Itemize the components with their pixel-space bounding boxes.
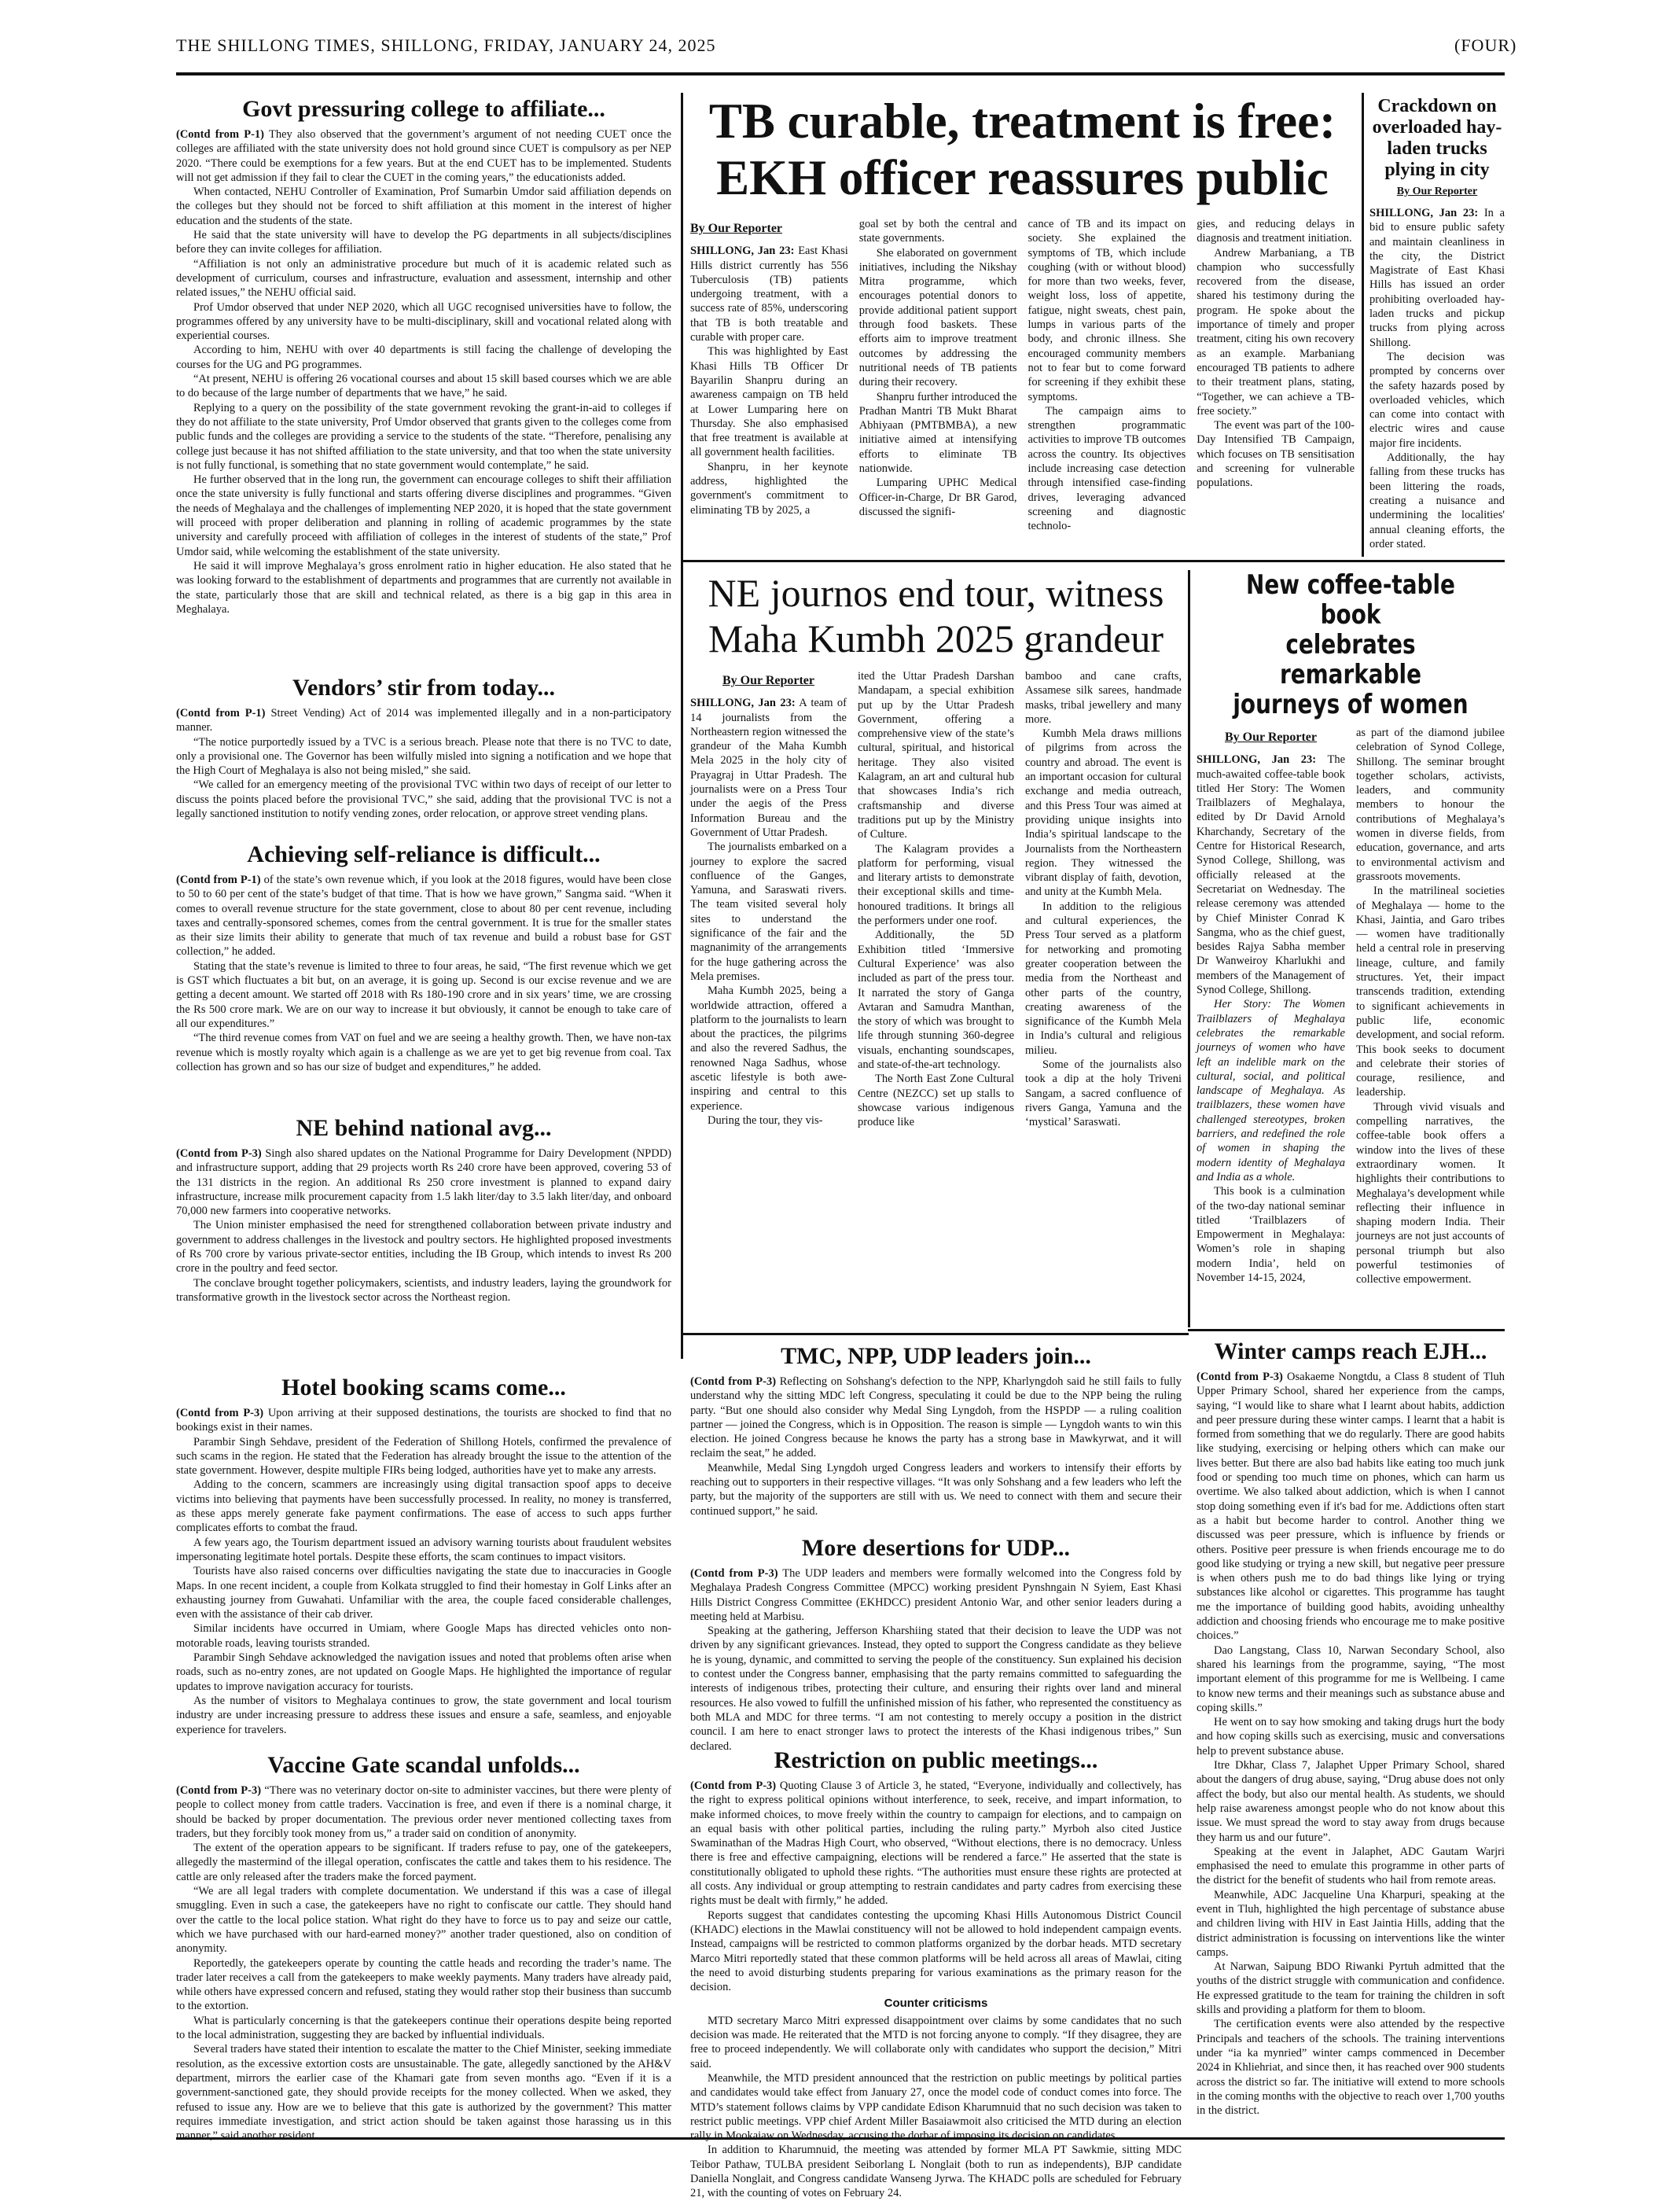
headline: Vaccine Gate scandal unfolds... [267, 1752, 580, 1778]
paragraph: As the number of visitors to Meghalaya continues to grow, the state government and local tourism industry are under increasing pressure to address these issues and ensure a safe, seamless, and enjoyable experience for travelers. [176, 1694, 671, 1736]
paragraph: SHILLONG, Jan 23: A team of 14 journalists from the Northeastern region witnessed the grandeur of the Maha Kumbh Mela 2025 in the holy city of Prayagraj in Uttar Pradesh. The journalists were on a Press Tour under the aegis of the Press Information Bureau and the Government of Uttar Pradesh. [690, 697, 847, 839]
headline: Achieving self-reliance is difficult... [247, 841, 601, 867]
paragraph: (Contd from P-1) of the state’s own revenue which, if you look at the 2018 figures, would have been close to 50 to 60 per cent of the state’s budget of that time. That is how we have grown,” Sangma said. “When it comes to overall revenue structure for the state government, close to about 80 per cent revenue, including taxes and centrally-sponsored schemes, comes from the central government. It is true for the smaller states as their size limits their ability to generate that much of tax revenue and build a robust base for GST collection,” he added. [176, 874, 671, 959]
paragraph: Lumparing UPHC Medical Officer-in-Charge, Dr BR Garod, discussed the signifi- [858, 477, 1017, 518]
headline: Govt pressuring college to affiliate... [242, 96, 605, 122]
paragraph: During the tour, they vis- [708, 1113, 823, 1127]
paragraph: bamboo and cane crafts, Assamese silk sarees, handmade masks, tribal jewellery and many more. [1025, 670, 1182, 726]
headline: More desertions for UDP... [801, 1535, 1071, 1561]
paragraph: MTD secretary Marco Mitri expressed disappointment over claims by some candidates that no such decision was made. He reiterated that the MTD is not forcing anyone to comply. “If they disagree, they are free to proceed independently. We will collaborate only with candidates who support the decision,” Mitri said. [690, 2014, 1182, 2070]
subheading: Counter criticisms [884, 1997, 988, 2011]
paragraph: He said it will improve Meghalaya’s gross enrolment ratio in higher education. He also stated that he was looking forward to the establishment of departments and programmes that are currently not available in the state, particularly those that are skill and technical related, as there is a big gap in this area in Meghalaya. [176, 559, 671, 616]
paragraph: SHILLONG, Jan 23: The much-awaited coffee-table book titled Her Story: The Women Trailblazers of Meghalaya, edited by Dr David Arnold Kharchandy, Secretary of the Centre for Historical Research, Synod College, Shillong, was officially released at the Secretariat on Wednesday. The release ceremony was attended by Chief Minister Conrad K Sangma, who as the chief guest, besides Rajya Sabha member Dr Wanweiroy Kharlukhi and members of the Management of Synod College, Shillong. [1197, 753, 1346, 997]
headline: Vendors’ stir from today... [292, 675, 555, 701]
byline: By Our Reporter [1396, 186, 1478, 197]
headline-kumbh: NE journos end tour, witness Maha Kumbh 2025 grandeur [708, 571, 1164, 661]
paragraph: Shanpru further introduced the Pradhan Mantri TB Mukt Bharat Abhiyaan (PMTBMBA), a new initiative aimed at intensifying efforts to eliminate TB nationwide. [858, 390, 1017, 476]
paragraph: Similar incidents have occurred in Umiam, where Google Maps has directed vehicles onto non-motorable roads, leaving tourists stranded. [176, 1622, 671, 1650]
byline: By Our Reporter [722, 674, 814, 687]
paragraph: “The third revenue comes from VAT on fuel and we are seeing a healthy growth. Then, we have non-tax revenue which is mostly royalty which again is a challenge as we are yet to get big revenue from coal. Tax collection has grown and so has our size of budget and expenditures,” he added. [176, 1032, 671, 1073]
paragraph: “The notice purportedly issued by a TVC is a serious breach. Please note that there is no TVC to date, only a provisional one. The Governor has been wilfully misled into signing a notification and we hope that the High Court of Meghalaya is also not being misled,” she said. [176, 735, 671, 778]
paragraph: Replying to a query on the possibility of the state government revoking the grant-in-aid to colleges if they do not affiliate to the state university, Prof Umdor observed that grants given to the colleges come from public funds and the colleges are providing a service to the students of the state. “Therefore, penalising any college just because it has not shifted affiliation to the state university, and that too when the state university is not fully functional, is something that no state government would contemplate,” he said. [176, 401, 671, 472]
paragraph: “At present, NEHU is offering 26 vocational courses and about 15 skill based courses which we are able to do because of the large number of departments that we have,” he said. [176, 373, 671, 400]
article-restriction [690, 1747, 1182, 2201]
paragraph: “We are all legal traders with complete documentation. We understand if this was a case of illegal smuggling. Even in such a case, the gatekeepers have no right to confiscate our cattle. They should hand over the cattle to the local police station. What right do they have to force us to pay and seize our cattle, which we have purchased with our hard-earned money?” another trader questioned, also on condition of anonymity. [176, 1885, 671, 1956]
paragraph: Itre Dkhar, Class 7, Jalaphet Upper Primary School, shared about the dangers of drug abuse, saying, “Drug abuse does not only affect the body, but also our mental health. As students, we should help raise awareness amongst people who do not know about this issue. We must spread the word to stay away from drugs because they harm us and our future”. [1197, 1759, 1505, 1844]
paragraph: (Contd from P-3) Upon arriving at their supposed destinations, the tourists are shocked to find that no bookings exist in their names. [176, 1407, 671, 1434]
paragraph: He went on to say how smoking and taking drugs hurt the body and how coping skills such as exercising, music and conversations help to prevent substance abuse. [1197, 1716, 1505, 1757]
paragraph: Speaking at the gathering, Jefferson Kharshiing stated that their decision to leave the UDP was not driven by any significant grievances. Instead, they opted to support the Congress candidate as they believe he is young, dynamic, and committed to serving the people of the constituency. Sun explained his decision to contest under the Congress banner, emphasising that the party remains committed to safeguarding the interests of indigenous tribes, protecting their culture, and ensuring their rights over land and mineral resources. He also vowed to fulfill the unfinished mission of his father, who represented the constituency as both MLA and MDC for three terms. “I am not contesting to merely occupy a position in the district council. I am here to enact stronger laws to protect the interests of the Khasi indigenous tribes,” Sun declared. [690, 1625, 1182, 1753]
article-vaccine [176, 1752, 671, 2143]
headline-tb: TB curable, treatment is free: EKH officer reassures public [708, 94, 1336, 205]
paragraph: ited the Uttar Pradesh Darshan Mandapam, a special exhibition put up by the Uttar Pradesh Government, offering a comprehensive view of the state’s cultural, spiritual, and historical heritage. They also visited Kalagram, an art and cultural hub that showcases India’s rich craftsmanship and diverse traditions put up by the Ministry of Culture. [858, 670, 1014, 841]
paragraph: Meanwhile, ADC Jacqueline Una Kharpuri, speaking at the event in Tluh, highlighted the high percentage of substance abuse and children living with HIV in East Jaintia Hills, adding that the district administration is focussing on interventions like the winter camps. [1197, 1888, 1505, 1959]
paragraph: Andrew Marbaniang, a TB champion who successfully recovered from the disease, shared his testimony during the program. He spoke about the importance of timely and proper treatment, citing his own recovery as an example. Marbaniang encouraged TB patients to adhere to their treatment plans, stating, “Together, we can achieve a TB-free society.” [1197, 246, 1355, 418]
article-tmc [690, 1343, 1182, 1518]
paragraph: as part of the diamond jubilee celebration of Synod College, Shillong. The seminar brought together scholars, activists, leaders, and community members to honour the contributions of Meghalaya’s women in diverse fields, from education, governance, and arts to environmental activism and grassroots movements. [1356, 727, 1505, 883]
paragraph: The extent of the operation appears to be significant. If traders refuse to pay, one of the gatekeepers, allegedly the mastermind of the illegal operation, confiscates the cattle and takes them to his residence. The cattle are only released after the traders make the forced payment. [176, 1842, 671, 1883]
paragraph: The certification events were also attended by the respective Principals and teachers of the schools. The training interventions under “ia ka mynried” winter camps commenced in December 2024 in Khliehriat, and since then, it has reached over 900 students across the district so far. The initiative will extend to more schools in the coming months with the objective to reach over 1,700 youths in the district. [1197, 2018, 1505, 2118]
paragraph: The North East Zone Cultural Centre (NEZCC) set up stalls to showcase various indigenous produce like [858, 1073, 1014, 1129]
paragraph: Her Story: The Women Trailblazers of Meghalaya celebrates the remarkable journeys of women who have left an indelible mark on the cultural, social, and political landscape of Meghalaya. As trailblazers, these women have challenged stereotypes, broken barriers, and redefined the role of women in shaping the modern identity of Meghalaya and India as a whole. [1197, 998, 1345, 1183]
paragraph: Reports suggest that candidates contesting the upcoming Khasi Hills Autonomous District Council (KHADC) elections in the Mawlai constituency will not be allowed to hold independent campaign events. Instead, campaigns will be restricted to common platforms organized by the dorbar heads. MTD secretary Marco Mitri reportedly stated that these common platforms will be held across all areas of Mawlai, citing the need to avoid disturbing students preparing for various examinations as the primary reason for the decision. [690, 1908, 1182, 1994]
paragraph: In addition to the religious and cultural experiences, the Press Tour served as a platform for networking and promoting greater cooperation between the media from the Northeast and other parts of the country, creating awareness of the significance of the Kumbh Mela in India’s cultural and religious milieu. [1025, 900, 1182, 1057]
header-rule [176, 72, 1505, 75]
paragraph: “We called for an emergency meeting of the provisional TVC within two days of receipt of our letter to discuss the points placed before the provisional TVC,” she said, adding that the provisional TVC is not a legally sanctioned institution to notify vending zones, order relocation, or approve street vending plans. [176, 778, 671, 821]
paragraph: (Contd from P-3) Quoting Clause 3 of Article 3, he stated, “Everyone, individually and collectively, has the right to express political opinions without interference, to seek, receive, and impart information, to make informed choices, to move freely within the country to campaign for elections, and to campaign on an equal basis with other political parties, including the ruling party.” Myrboh also cited Justice Swaminathan of the Madras High Court, who observed, “Without elections, there is no democracy. Unless there is free and effective campaigning, elections will be rendered a farce.” He asserted that the state is constitutionally obligated to uphold these rights. “The authorities must ensure these rights are protected at all costs. Any individual or group attempting to restrain candidates and party cadres from exercising these rights must be dealt with firmly,” he added. [690, 1780, 1182, 1908]
paragraph: In the matrilineal societies of Meghalaya — home to the Khasi, Jaintia, and Garo tribes — women have traditionally held a central role in preserving lineage, culture, and family structures. Yet, their impact transcends tradition, extending to significant achievements in public life, economic development, and social reform. This book seeks to document and celebrate their stories of courage, resilience, and leadership. [1356, 885, 1505, 1099]
row-divider [1188, 1329, 1505, 1331]
paragraph: goal set by both the central and state governments. [858, 218, 1017, 245]
headline-coffee: New coffee-table book celebrates remarkable journeys of women [1233, 569, 1469, 720]
paragraph: This was highlighted by East Khasi Hills TB Officer Dr Bayarilin Shanpru during an awareness campaign on TB held at Lower Lumparing here on Thursday. She also emphasised that free treatment is available at all government health facilities. [690, 345, 848, 459]
paragraph: Shanpru, in her keynote address, highlighted the government's commitment to eliminating TB by 2025, a [690, 460, 848, 517]
paragraph: Additionally, the 5D Exhibition titled ‘Immersive Cultural Experience’ was also included as part of the press tour. It narrated the story of Ganga Avtaran and Samudra Manthan, the story of which was brought to life through stunning 360-degree visuals, enchanting soundscapes, and state-of-the-art technology. [858, 929, 1014, 1072]
paragraph: A few years ago, the Tourism department issued an advisory warning tourists about fraudulent websites impersonating legitimate hotel portals. Despite these efforts, the scam continues to impact visitors. [176, 1536, 671, 1563]
row-divider [681, 1333, 1189, 1335]
article-ne-behind [176, 1115, 671, 1305]
paragraph: He further observed that in the long run, the government can encourage colleges to shift their affiliation once the state university is fully functional and starts offering diverse disciplines and programmes. “Given the needs of Meghalaya and the challenges of implementing NEP 2020, it is hoped that the state government will proceed with proper deliberation and planning in rolling of academic programmes by the state university and carefully proceed with affiliation of colleges in the interest of students of the state,” Prof Umdor said, while welcoming the establishment of the state university. [176, 473, 671, 558]
paragraph: She elaborated on government initiatives, including the Nikshay Mitra programme, which encourages potential donors to provide additional patient support through food baskets. These efforts aim to improve treatment outcomes by addressing the nutritional needs of TB patients during their recovery. [858, 246, 1017, 389]
paragraph: This book is a culmination of the two-day national seminar titled ‘Trailblazers of Empowerment in Meghalaya: Women’s role in shaping modern India’, held on November 14-15, 2024, [1197, 1185, 1345, 1284]
paragraph: Several traders have stated their intention to escalate the matter to the Chief Minister, seeking immediate resolution, as the excessive extortion costs are unsustainable. The gate, allegedly sanctioned by the AH&V department, mirrors the earlier case of the Khamari gate from seven months ago. “Even if it is a government-sanctioned gate, they should provide receipts for the money collected. When we asked, they refused to issue any. How are we to believe that this gate is authorized by the government? This matter requires immediate investigation, and strict action should be taken against those harassing us in this manner,” said another resident. [176, 2043, 671, 2143]
paragraph: Kumbh Mela draws millions of pilgrims from across the country and abroad. The event is an important occasion for cultural exchange and media outreach, and this Press Tour was aimed at providing unique insights into India’s spiritual landscape to the Journalists from the Northeastern region. They witnessed the vibrant display of faith, devotion, and unity at the Kumbh Mela. [1025, 727, 1182, 899]
paragraph: (Contd from P-1) Street Vending) Act of 2014 was implemented illegally and in a non-participatory manner. [176, 707, 671, 734]
paragraph: Parambir Singh Sehdave acknowledged the navigation issues and noted that problems often arise when roads, such as no-entry zones, are not updated on Google Maps. He highlighted the importance of regular updates to improve navigation accuracy for tourists. [176, 1651, 671, 1693]
paragraph: “Affiliation is not only an administrative procedure but much of it is academic related such as development of curriculum, courses and infrastructure, evaluation and assessment, internship and other related issues,” the NEHU official said. [176, 257, 671, 300]
paragraph: cance of TB and its impact on society. She explained the symptoms of TB, which include coughing (with or without blood) for more than two weeks, fever, weight loss, loss of appetite, fatigue, night sweats, chest pain, lumps in various parts of the body, and chronic illness. She encouraged community members not to fear but to come forward for screening if they exhibit these symptoms. [1027, 218, 1186, 403]
paragraph: gies, and reducing delays in diagnosis and treatment initiation. [1197, 218, 1355, 245]
article-hotel [176, 1375, 671, 1737]
paragraph: The campaign aims to strengthen programmatic activities to improve TB outcomes across the country. Its objectives include increasing case detection through intensified case-finding drives, leveraging advanced screening and diagnostic technolo- [1027, 404, 1186, 533]
article-govt [176, 96, 671, 617]
column-divider [681, 93, 683, 1359]
paragraph: He said that the state university will have to develop the PG departments in all subjects/disciplines before they can invite colleges for affiliation. [176, 229, 671, 256]
paragraph: What is particularly concerning is that the gatekeepers continue their operations despite being reported to the local administration, suggesting they are backed by influential individuals. [176, 2014, 671, 2042]
paragraph: The Union minister emphasised the need for strengthened collaboration between private industry and government to address challenges in the livestock and poultry sectors. He highlighted proposed investments of Rs 700 crore by various private-sector entities, including the IB Group, which intends to invest Rs 200 crore in the poultry and feed sector. [176, 1219, 671, 1275]
paragraph: Maha Kumbh 2025, being a worldwide attraction, offered a platform to the journalists to learn about the practices, the pilgrims and also the revered Sadhus, the renowned Naga Sadhus, whose ascetic lifestyle is both awe-inspiring and central to this experience. [690, 985, 847, 1113]
paragraph: Stating that the state’s revenue is limited to three to four areas, he said, “The first revenue which we get is GST which fluctuates a bit but, on an average, it is going up. Second is our excise revenue and we are getting a decent amount. We started off 2018 with Rs 180-190 crore and in six years’ time, we are crossing the Rs 500 crore mark. We are on our way to increase it but obviously, it cannot be enough to take care of all our expenditures.” [176, 959, 671, 1030]
paragraph: Additionally, the hay falling from these trucks has been littering the roads, creating a nuisance and undermining the localities' annual cleaning efforts, the order stated. [1369, 451, 1505, 550]
paragraph: Parambir Singh Sehdave, president of the Federation of Shillong Hotels, confirmed the prevalence of such scams in the region. He stated that the Federation has already brought the issue to the attention of the state government. However, despite multiple FIRs being lodged, authorities have yet to make any arrests. [176, 1435, 671, 1478]
paragraph: Meanwhile, Medal Sing Lyngdoh urged Congress leaders and workers to intensify their efforts by reaching out to supporters in their respective villages. “It was only Sohshang and a few leaders who left the party, but the majority of the supporters are still with us. We need to connect with them and secure their continued support,” he said. [690, 1461, 1182, 1518]
paragraph: Meanwhile, the MTD president announced that the restriction on public meetings by political parties and candidates would take effect from January 27, once the model code of conduct comes into force. The MTD’s statement follows claims by VPP candidate Edison Kharumnuid that no such decision was taken to restrict public meetings. VPP chief Ardent Miller Basaiawmoit also criticised the MTD during an election rally in Mookaiaw on Wednesday, accusing the dorbar of imposing its decision on candidates. [690, 2071, 1182, 2143]
paragraph: The Kalagram provides a platform for performing, visual and literary artists to demonstrate their exceptional skills and time-honoured traditions. It brings all the performers under one roof. [858, 842, 1014, 928]
paragraph: According to him, NEHU with over 40 departments is still facing the challenge of developing the courses for the UG and PG programmes. [176, 344, 671, 371]
headline: Crackdown on overloaded hay-laden trucks plying in city [1372, 96, 1502, 180]
article-coffee-table-book [1197, 570, 1505, 1287]
byline: By Our Reporter [690, 222, 783, 235]
paragraph: (Contd from P-3) The UDP leaders and members were formally welcomed into the Congress fold by Meghalaya Pradesh Congress Committee (MPCC) working president Pynshngain N Syiem, East Khasi Hills District Congress Committee (EKHDCC) president Antonio War, and other senior leaders during a meeting held at Marbisu. [690, 1567, 1182, 1623]
paragraph: The conclave brought together policymakers, scientists, and industry leaders, laying the groundwork for transformative growth in the livestock sector across the Northeast region. [176, 1276, 671, 1304]
paragraph: Some of the journalists also took a dip at the holy Triveni Sangam, a sacred confluence of rivers Ganga, Yamuna and the ‘mystical’ Saraswati. [1025, 1058, 1182, 1129]
byline: By Our Reporter [1224, 731, 1317, 744]
article-desertions [690, 1535, 1182, 1754]
paragraph: Reportedly, the gatekeepers operate by counting the cattle heads and recording the trader’s name. The trader later receives a call from the gatekeepers to make weekly payments. Many traders have already paid, while others have expressed concern and refused, stating they would rather stop their business than succumb to the extortion. [176, 1956, 671, 2013]
headline: Winter camps reach EJH... [1214, 1338, 1487, 1364]
paragraph: In addition to Kharumnuid, the meeting was attended by former MLA PT Sawkmie, sitting MDC Teibor Pathaw, TULBA president Seiborlang L Nonglait (both to run as independents), BJP candidate Daniella Nonglait, and Congress candidate Wanseng Jyrwa. The KHADC polls are scheduled for February 21, with the counting of votes on February 24. [690, 2144, 1182, 2200]
article-vendors [176, 675, 671, 821]
paragraph: The decision was prompted by concerns over the safety hazards posed by overloaded vehicles, which can come into contact with electric wires and cause major fire incidents. [1369, 350, 1505, 450]
headline: Restriction on public meetings... [774, 1747, 1098, 1773]
paragraph: Through vivid visuals and compelling narratives, the coffee-table book offers a window into the lives of these extraordinary women. It highlights their contributions to Meghalaya’s development while reflecting their influence in shaping modern India. Their journeys are not just accounts of personal triumph but also powerful testimonies of collective empowerment. [1356, 1100, 1505, 1286]
paragraph: When contacted, NEHU Controller of Examination, Prof Sumarbin Umdor said affiliation depends on the colleges but they should not be forced to shift affiliation at this moment in the interest of higher education and the students of the state. [176, 186, 671, 227]
column-divider [1188, 570, 1190, 1327]
headline: Hotel booking scams come... [281, 1375, 566, 1400]
article-tb [690, 93, 1355, 534]
paragraph: Dao Langstang, Class 10, Narwan Secondary School, also shared his learnings from the programme, saying, “The most important element of this programme for me is Wellbeing. I came to know new terms and their meanings such as substance abuse and coping skills.” [1197, 1643, 1505, 1714]
paragraph: (Contd from P-1) They also observed that the government’s argument of not needing CUET once the colleges are affiliated with the state university does not hold ground since CUET is compulsory as per NEP 2020. “There could be exemptions for a few years. But at the end CUET has to be implemented. Students will not get admission if they fail to clear the CUET in the coming years,” the educationists added. [176, 128, 671, 184]
header-masthead: THE SHILLONG TIMES, SHILLONG, FRIDAY, JANUARY 24, 2025 [176, 35, 716, 55]
paragraph: Prof Umdor observed that under NEP 2020, which all UGC recognised universities have to follow, the programmes offered by any university have to be multi-disciplinary, skill and vocational related along with experiential courses. [176, 300, 671, 343]
header-page-number: (FOUR) [1454, 35, 1517, 55]
headline: NE behind national avg... [296, 1115, 552, 1141]
paragraph: (Contd from P-3) Osakaeme Nongtdu, a Class 8 student of Tluh Upper Primary School, shared her experience from the camps, saying, “I would like to share what I learnt about habits, addiction and peer pressure during these winter camps. I learnt that a habit is formed from something that we do regularly. There are good habits like studying, exercising or helping others which can make our lives better. But there are also bad habits like eating too much junk food or spending too much time on phones, which can harm us overtime. We also talked about addiction, which is when I cannot stop doing something even if it's bad for me. Addictions often start as a habit but become harder to control. Another thing we discussed was peer pressure, which is influence by friends or others. Positive peer pressure is when friends encourage me to do good like studying or trying a new skill, but negative peer pressure is when others push me to do bad things like lying or trying substances like alcohol or cigarettes. This programme has taught me the importance of building good habits, avoiding unhealthy addiction and choosing friends who encourage me to make positive choices.” [1197, 1371, 1505, 1643]
paragraph: (Contd from P-3) “There was no veterinary doctor on-site to administer vaccines, but there were plenty of people to collect money from cattle traders. Vaccination is free, and even if there is a nominal charge, it should be backed by proper documentation. The previous order never mentioned collecting taxes from traders, but they forcibly took money from us,” a trader said on condition of anonymity. [176, 1784, 671, 1840]
row-divider [681, 560, 1505, 562]
column-divider [1362, 93, 1364, 557]
article-self-reliance [176, 841, 671, 1074]
article-kumbh [690, 570, 1182, 1130]
paragraph: The event was part of the 100-Day Intensified TB Campaign, which focuses on TB sensitisation and screening for vulnerable populations. [1197, 419, 1355, 490]
article-crackdown [1369, 96, 1505, 551]
paragraph: (Contd from P-3) Singh also shared updates on the National Programme for Dairy Development (NPDD) and infrastructure support, adding that 29 projects worth Rs 240 crore have been approved, covering 53 of the 131 districts in the region. An additional Rs 250 crore investment is planned to expand dairy infrastructure, increase milk procurement capacity from 1.5 lakh liter/day to 3.5 lakh liter/day, and onboard 70,000 new farmers into cooperative networks. [176, 1147, 671, 1218]
paragraph: Tourists have also raised concerns over difficulties navigating the state due to inaccuracies in Google Maps. In one recent incident, a couple from Kolkata struggled to find their homestay in Golf Links after an exhausting journey from Guwahati. Unfamiliar with the area, the couple faced considerable challenges, even with the assistance of their cab driver. [176, 1565, 671, 1621]
headline: TMC, NPP, UDP leaders join... [781, 1343, 1091, 1369]
paragraph: (Contd from P-3) Reflecting on Sohshang's defection to the NPP, Kharlyngdoh said he still fails to fully understand why the sitting MDC left Congress, speculating it could be due to the NPP being the ruling party. “But one should also consider why Medal Sing Lyngdoh, from the HSPDP — a ruling coalition partner — joined the Congress, which is in Opposition. The reason is simple — Lyngdoh wants to win this election. He joined Congress because he knows the party has a strong base in Mawkyrwat, and it will reclaim the seat,” he added. [690, 1375, 1182, 1460]
paragraph: SHILLONG, Jan 23: In a bid to ensure public safety and maintain cleanliness in the city, the District Magistrate of East Khasi Hills has issued an order prohibiting overloaded hay-laden trucks and pickup trucks from plying across Shillong. [1369, 207, 1505, 349]
paragraph: SHILLONG, Jan 23: East Khasi Hills district currently has 556 Tuberculosis (TB) patients undergoing treatment, with a success rate of 85%, underscoring that TB is both treatable and curable with proper care. [690, 245, 848, 344]
paragraph: At Narwan, Saipung BDO Riwanki Pyrtuh admitted that the youths of the district struggle with communication and confidence. He expressed gratitude to the team for training the children in soft skills and providing a platform for them to bloom. [1197, 1960, 1505, 2017]
paragraph: Adding to the concern, scammers are increasingly using digital transaction spoof apps to deceive victims into believing that payments have been successfully processed. In reality, no money is transferred, as these apps merely generate fake payment confirmations. The ease of access to such apps further complicates efforts to combat the fraud. [176, 1478, 671, 1535]
paragraph: The journalists embarked on a journey to explore the sacred confluence of the Ganges, Yamuna, and Saraswati rivers. The team visited several holy sites to understand the significance of the fair and the magnanimity of the arrangements for the huge gathering across the Mela premises. [690, 841, 847, 983]
article-winter-camps [1197, 1338, 1505, 2118]
paragraph: Speaking at the event in Jalaphet, ADC Gautam Warjri emphasised the need to emulate this programme in other parts of the district for the benefit of students who hail from remote areas. [1197, 1845, 1505, 1887]
